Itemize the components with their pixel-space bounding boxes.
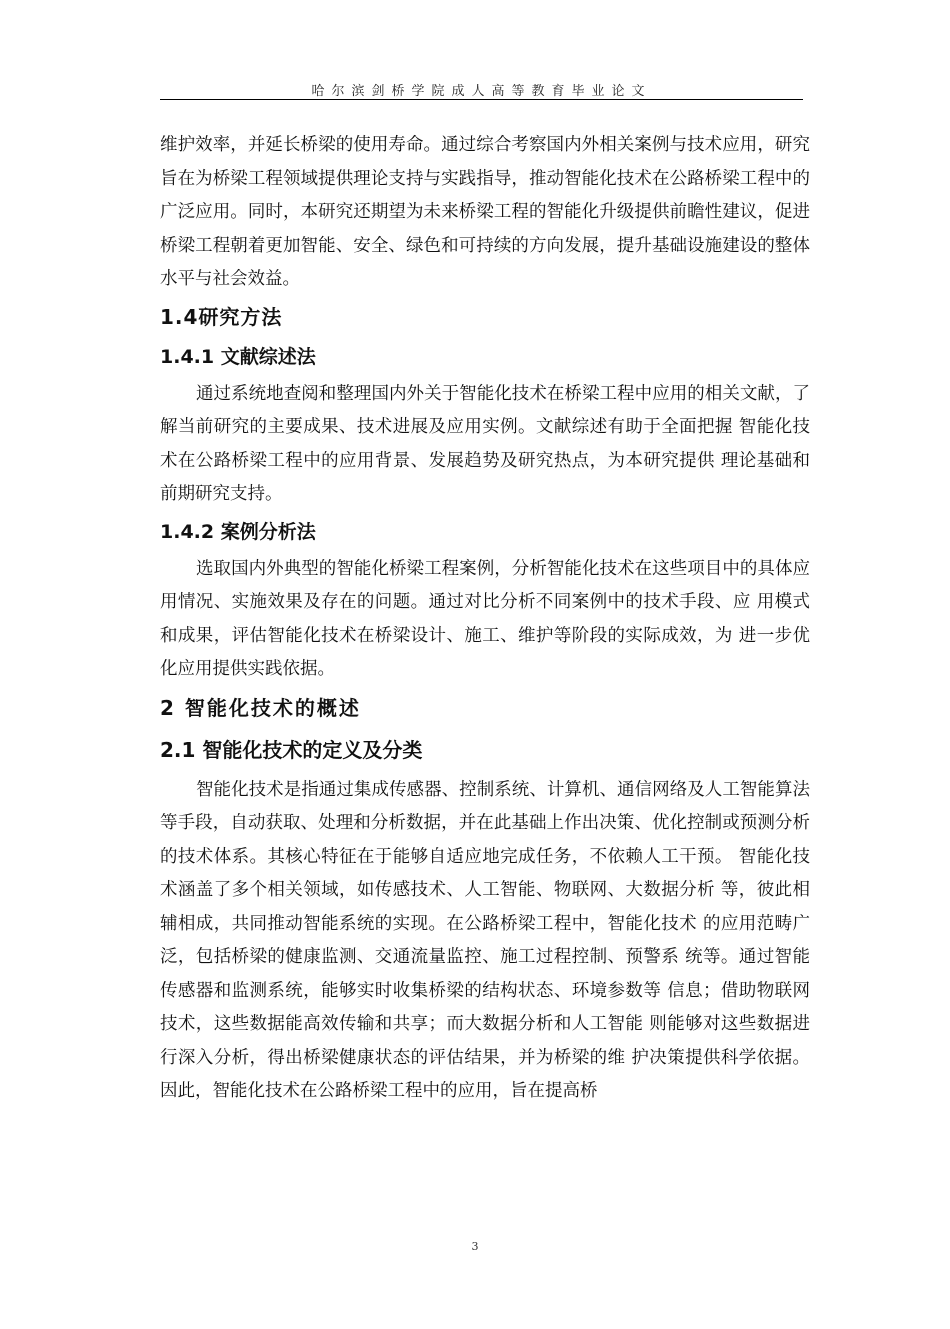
case-analysis-paragraph: 选取国内外典型的智能化桥梁工程案例，分析智能化技术在这些项目中的具体应用情况、实施效果及存在的问题。通过对比分析不同案例中的技术手段、应 用模式和成果，评估智能化技术在桥梁设计、施工、维护等阶段的实际成效，为 进一步优化应用提供实践依据。 xyxy=(160,558,810,679)
page-content xyxy=(160,129,810,1109)
subsection-heading-1-4-1: 1.4.1 文献综述法 xyxy=(160,345,316,368)
literature-review-paragraph: 通过系统地查阅和整理国内外关于智能化技术在桥梁工程中应用的相关文献，了解当前研究的主要成果、技术进展及应用实例。文献综述有助于全面把握 智能化技术在公路桥梁工程中的应用背景、发展趋势及研究热点，为本研究提供 理论基础和前期研究支持。 xyxy=(160,383,810,504)
header-divider xyxy=(160,99,803,100)
page-number: 3 xyxy=(471,1240,479,1253)
section-heading-1-4: 1.4研究方法 xyxy=(160,304,283,329)
definition-paragraph: 智能化技术是指通过集成传感器、控制系统、计算机、通信网络及人工智能算法等手段，自动获取、处理和分析数据，并在此基础上作出决策、优化控制或预测分析的技术体系。其核心特征在于能够自适应地完成任务，不依赖人工干预。 智能化技术涵盖了多个相关领域，如传感技术、人工智能、物联网、大数据分析 等，彼此相辅相成，共同推动智能系统的实现。在公路桥梁工程中，智能化技术 的应用范畴广泛，包括桥梁的健康监测、交通流量监控、施工过程控制、预警系 统等。通过智能传感器和监测系统，能够实时收集桥梁的结构状态、环境参数等 信息；借助物联网技术，这些数据能高效传输和共享；而大数据分析和人工智能 则能够对这些数据进行深入分析，得出桥梁健康状态的评估结果，并为桥梁的维 护决策提供科学依据。因此，智能化技术在公路桥梁工程中的应用，旨在提高桥 xyxy=(160,779,810,1101)
intro-paragraph: 维护效率，并延长桥梁的使用寿命。通过综合考察国内外相关案例与技术应用，研究旨在为桥梁工程领域提供理论支持与实践指导，推动智能化技术在公路桥梁工程中的广泛应用。同时，本研究还期望为未来桥梁工程的智能化升级提供前瞻性建议，促进桥梁工程朝着更加智能、安全、绿色和可持续的方向发展，提升基础设施建设的整体水平与社会效益。 xyxy=(160,135,810,289)
subsection-heading-1-4-2: 1.4.2 案例分析法 xyxy=(160,520,316,543)
section-heading-2-1: 2.1 智能化技术的定义及分类 xyxy=(160,737,423,762)
chapter-heading-2: 2 智能化技术的概述 xyxy=(160,695,361,720)
page-header-title: 哈尔滨剑桥学院成人高等教育毕业论文 xyxy=(311,84,652,99)
